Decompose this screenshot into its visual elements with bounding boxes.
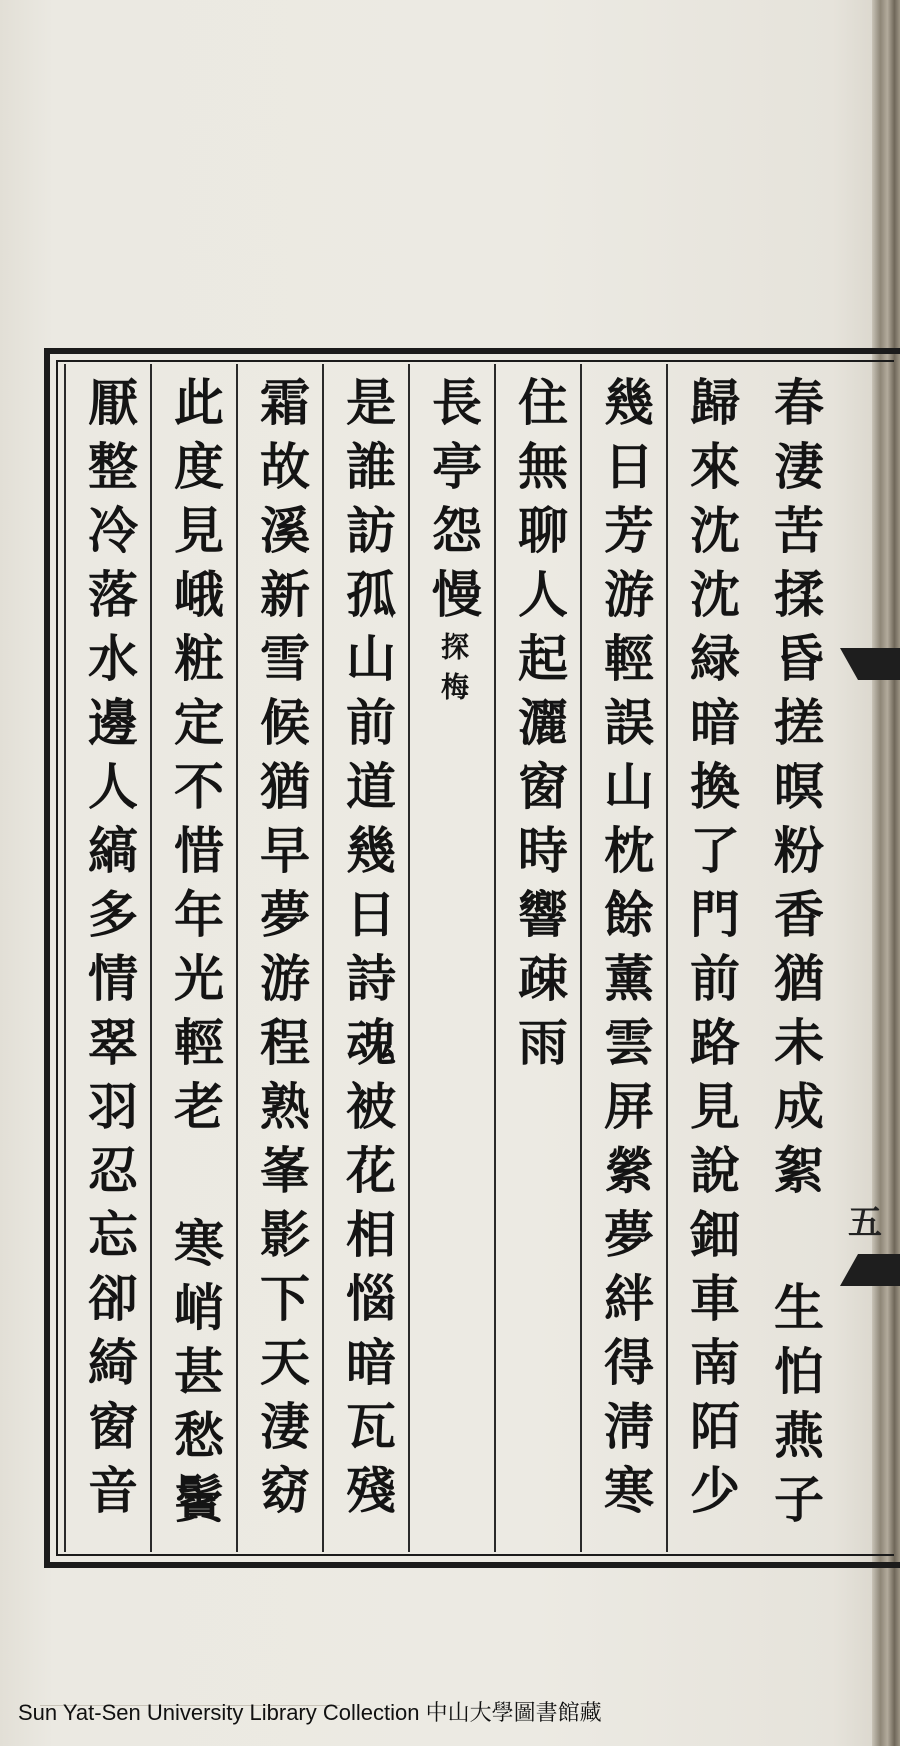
text-column-6 <box>322 364 408 1552</box>
column-5-text <box>410 376 496 712</box>
poem-subtitle: 探梅 <box>437 632 470 712</box>
column-6-text: 是誰訪孤山前道幾日詩魂被花相惱暗瓦殘 <box>338 376 397 1528</box>
library-watermark: Sun Yat-Sen University Library Collection 中山大學圖書館藏 <box>18 1700 602 1725</box>
text-column-9 <box>64 364 150 1552</box>
column-4-text: 住無聊人起灑窗時響疎雨 <box>510 376 569 1080</box>
text-column-7 <box>236 364 322 1552</box>
column-1-text: 春淒苦揉昏搓暝粉香猶未成絮 生怕燕子 <box>766 376 825 1537</box>
text-column-2 <box>666 364 752 1552</box>
text-column-4 <box>494 364 580 1552</box>
column-7-text: 霜故溪新雪候猶早夢游程熟峯影下天淒窈 <box>252 376 311 1528</box>
column-8-text: 此度見峨粧定不惜年光輕老 寒峭甚愁鬢 <box>166 376 225 1537</box>
column-3-text: 幾日芳游輕誤山枕餘薰雲屏縈夢絆得淸寒 <box>596 376 655 1528</box>
column-9-text: 厭整冷落水邊人縞多情翠羽忍忘卻綺窗音 <box>80 376 139 1528</box>
text-column-8 <box>150 364 236 1552</box>
text-column-1 <box>752 364 838 1552</box>
page-number-mark: 五 <box>848 1203 882 1243</box>
text-column-5 <box>408 364 494 1552</box>
poem-title: 長亭怨慢 <box>424 376 483 632</box>
text-column-3 <box>580 364 666 1552</box>
column-2-text: 歸來沈沈緑暗換了門前路見說鈿車南陌少 <box>682 376 741 1528</box>
